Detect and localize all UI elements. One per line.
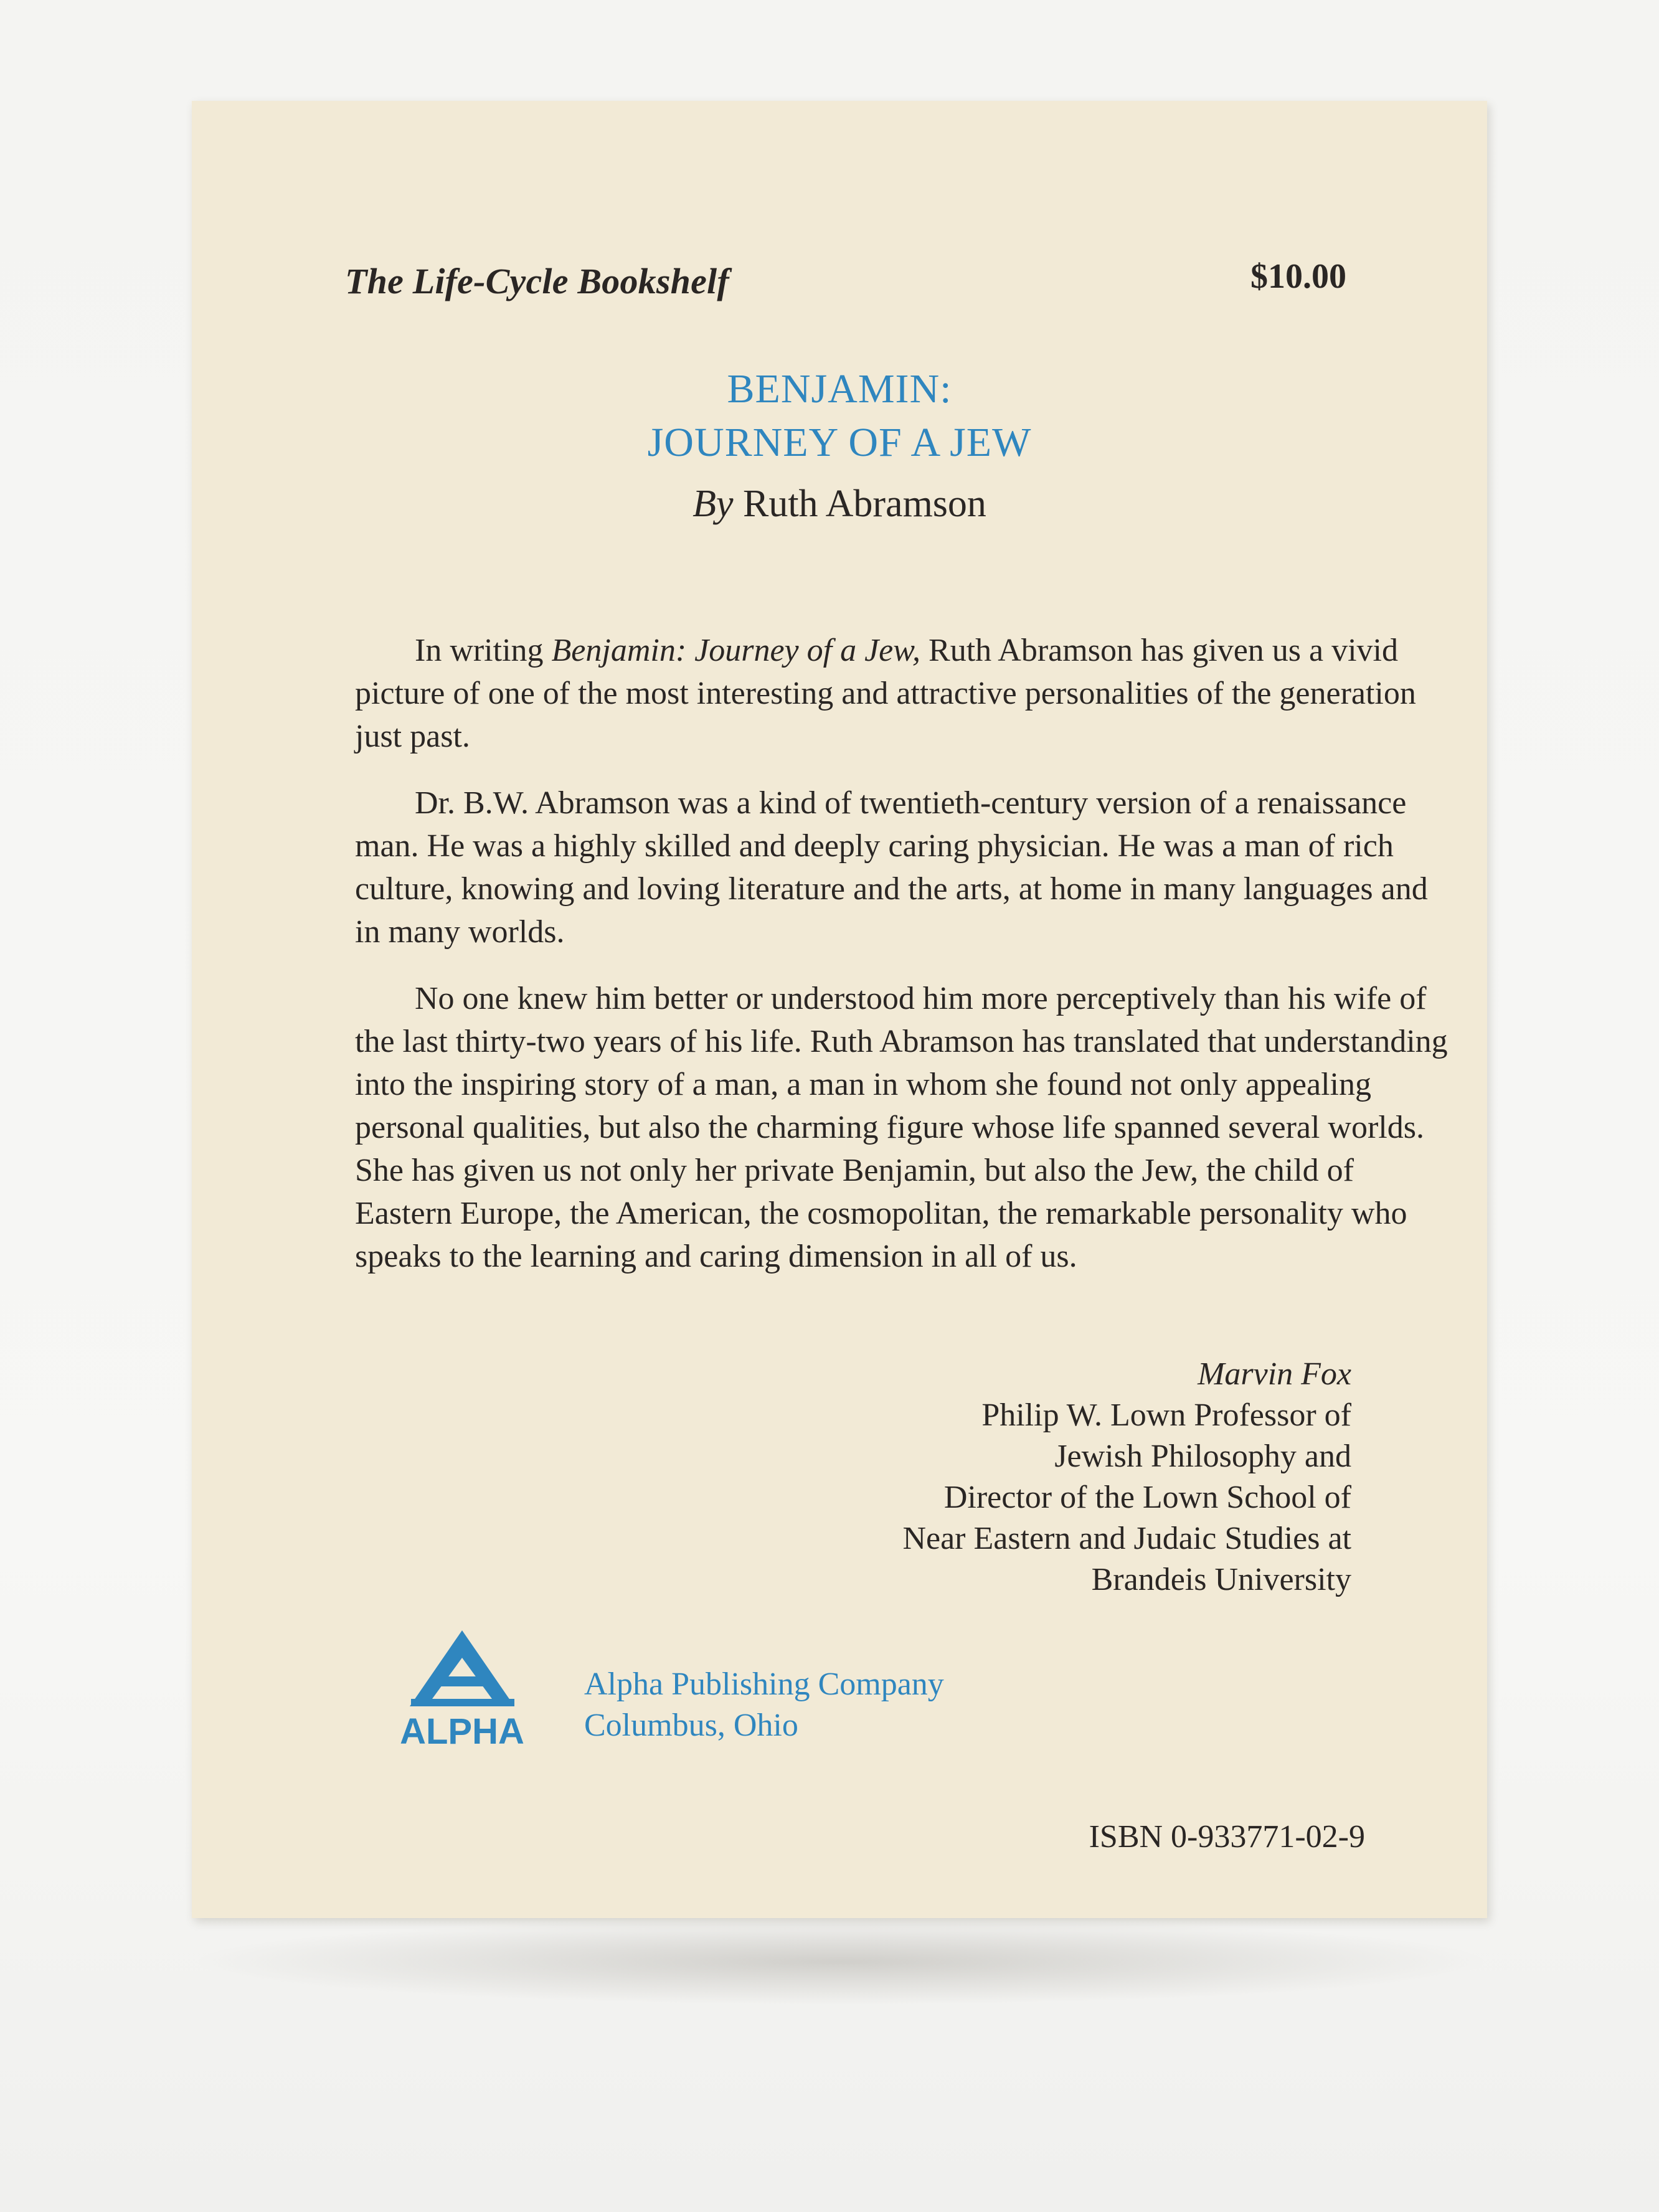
isbn-number: ISBN 0-933771-02-9 — [1089, 1819, 1365, 1855]
attribution-line-2: Jewish Philosophy and — [1054, 1439, 1351, 1474]
book-shadow — [187, 1918, 1495, 2005]
book-back-cover — [192, 101, 1487, 1918]
series-name: The Life-Cycle Bookshelf — [345, 261, 729, 301]
author-name: Ruth Abramson — [742, 483, 986, 525]
blurb-paragraph-3: No one knew him better or understood him more perceptively than his wife of the last thirty-two years of his life. Ruth Abramson has translated that understanding into the inspiring story of a man, a man in whom she found not only appealing personal qualities, but also the charming figure whose life spanned several worlds. She has given us not only her private Benjamin, but also the Jew, the child of Eastern Europe, the American, the cosmopolitan, the remarkable personality who speaks to the learning and caring dimension in all of us. — [355, 981, 1448, 1274]
blurb-p1-start: In writing — [415, 633, 552, 668]
book-title — [192, 362, 1487, 470]
alpha-logo-text: ALPHA — [400, 1711, 524, 1750]
alpha-logo-icon — [392, 1625, 532, 1750]
blurb-p1-rest: Ruth Abramson has given us a vivid picture of one of the most interesting and attractive personalities of the generation just past. — [355, 633, 1416, 754]
attribution-line-5: Brandeis University — [1091, 1562, 1351, 1597]
blurb-paragraph-1 — [355, 629, 1451, 758]
attribution-line-4: Near Eastern and Judaic Studies at — [902, 1521, 1351, 1556]
attribution — [902, 1354, 1351, 1600]
attribution-line-3: Director of the Lown School of — [943, 1480, 1351, 1515]
price-label: $10.00 — [1250, 257, 1346, 296]
publisher-city: Columbus, Ohio — [584, 1708, 798, 1743]
author-prefix: By — [692, 483, 734, 525]
attribution-name: Marvin Fox — [1198, 1356, 1351, 1392]
title-line-2: JOURNEY OF A JEW — [647, 420, 1032, 465]
attribution-line-1: Philip W. Lown Professor of — [981, 1397, 1351, 1433]
title-line-1: BENJAMIN: — [727, 366, 952, 412]
author-line — [192, 482, 1487, 526]
blurb-p1-book-title: Benjamin: Journey of a Jew, — [551, 633, 921, 668]
publisher-name: Alpha Publishing Company — [584, 1666, 944, 1702]
publisher-block — [584, 1664, 944, 1746]
blurb — [355, 629, 1451, 1302]
blurb-paragraph-2: Dr. B.W. Abramson was a kind of twentieth-century version of a renaissance man. He was a highly skilled and deeply caring physician. He was a man of rich culture, knowing and loving literature and the arts, at home in many languages and in many worlds. — [355, 785, 1428, 950]
